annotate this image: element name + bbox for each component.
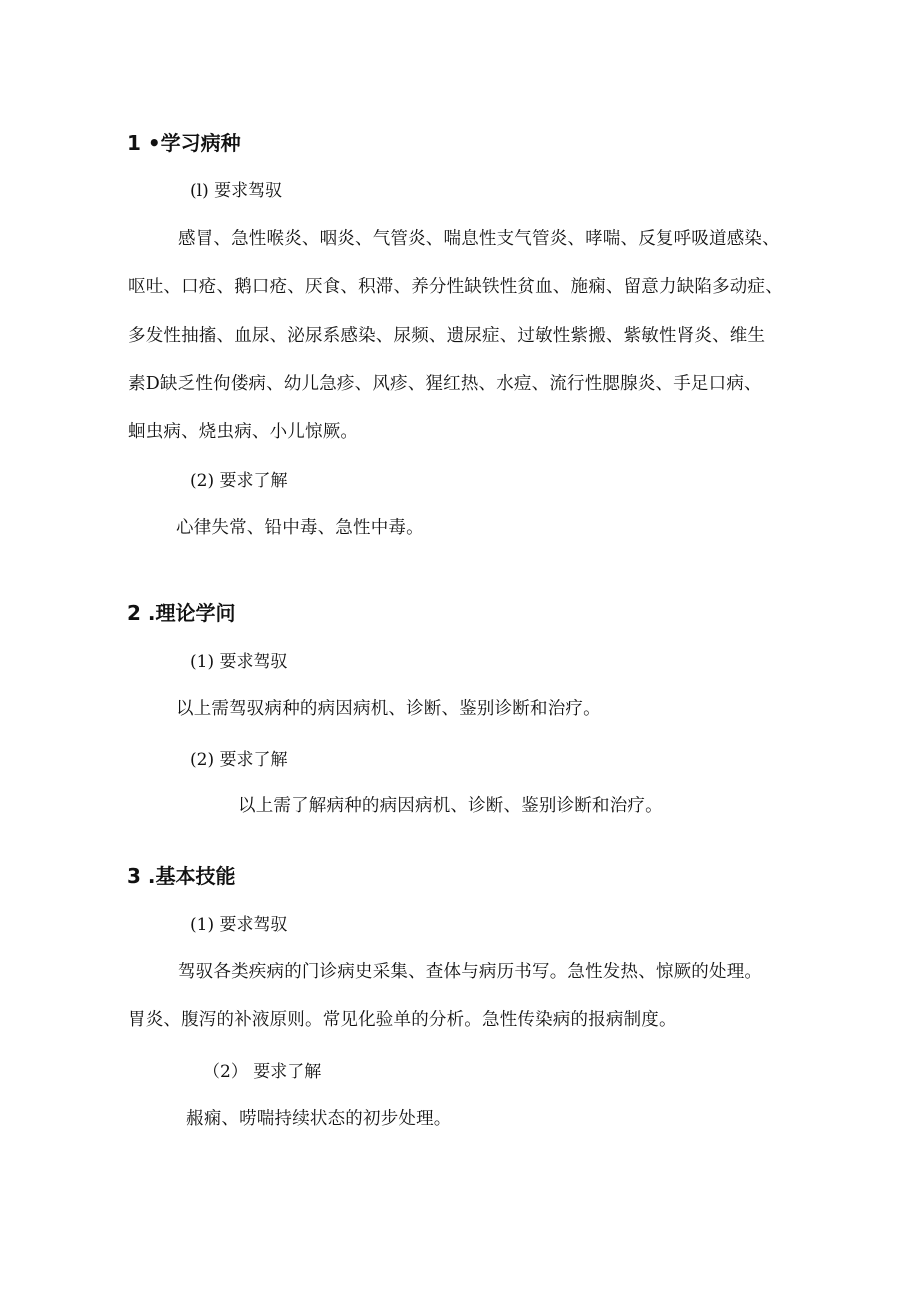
- text-line: 素D缺乏性佝偻病、幼儿急疹、风疹、猩红热、水痘、流行性腮腺炎、手足口病、: [128, 374, 762, 394]
- subsection-label-3-2: （2） 要求了解: [203, 1062, 322, 1082]
- text-line: 以上需驾驭病种的病因病机、诊断、鉴别诊断和治疗。: [176, 699, 601, 719]
- section-heading-3: 3 .基本技能: [127, 864, 236, 888]
- subsection-label-1-2: (2) 要求了解: [190, 471, 288, 491]
- text-line: 以上需了解病种的病因病机、诊断、鉴别诊断和治疗。: [238, 796, 663, 816]
- subsection-label-3-1: (1) 要求驾驭: [190, 915, 288, 935]
- text-line: 蛔虫病、烧虫病、小儿惊厥。: [128, 422, 359, 442]
- subsection-label-2-2: (2) 要求了解: [190, 750, 288, 770]
- text-line: 呕吐、口疮、鹅口疮、厌食、积滞、养分性缺铁性贫血、施痫、留意力缺陷多动症、: [128, 277, 783, 297]
- text-line: 多发性抽搐、血尿、泌尿系感染、尿频、遗尿症、过敏性紫搬、紫敏性肾炎、维生: [128, 326, 766, 346]
- subsection-label-1-1: (l) 要求驾驭: [190, 181, 283, 201]
- text-line: 赧痫、唠喘持续状态的初步处理。: [186, 1109, 452, 1129]
- subsection-label-2-1: (1) 要求驾驭: [190, 652, 288, 672]
- text-line: 感冒、急性喉炎、咽炎、气管炎、喘息性支气管炎、哮喘、反复呼吸道感染、: [178, 229, 780, 249]
- text-line: 心律失常、铅中毒、急性中毒。: [176, 518, 424, 538]
- section-heading-1: 1 •学习病种: [127, 131, 241, 155]
- section-heading-2: 2 .理论学问: [127, 601, 236, 625]
- text-line: 胃炎、腹泻的补液原则。常见化验单的分析。急性传染病的报病制度。: [128, 1010, 677, 1030]
- text-line: 驾驭各类疾病的门诊病史采集、查体与病历书写。急性发热、惊厥的处理。: [178, 962, 763, 982]
